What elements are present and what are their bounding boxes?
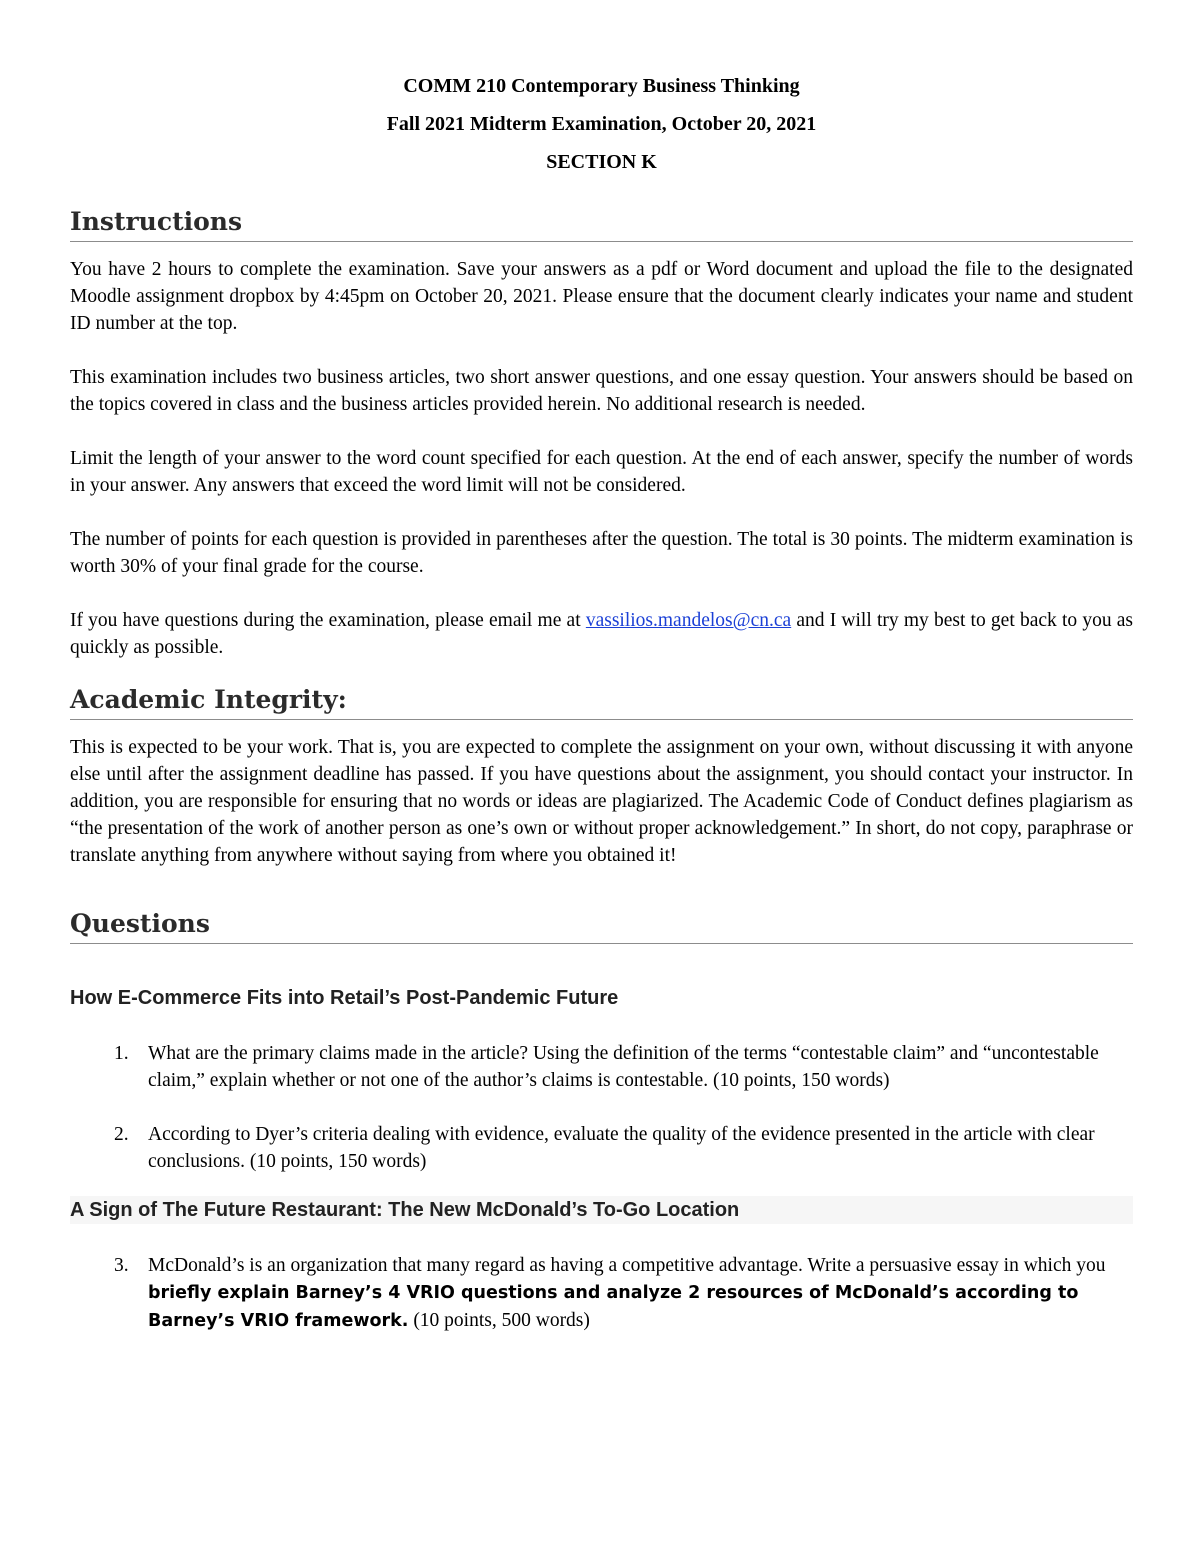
question-3-text: McDonald’s is an organization that many regard as having a competitive advantage. Write a persuasive essay in which you bbox=[148, 1255, 1106, 1276]
question-1 bbox=[70, 1040, 1133, 1094]
instructions-paragraph-1: You have 2 hours to complete the examination. Save your answers as a pdf or Word document and upload the file to the designated Moodle assignment dropbox by 4:45pm on October 20, 2021. Please ensure that the document clearly indicates your name and student ID number at the top. bbox=[70, 259, 1133, 334]
instructions-paragraph-5 bbox=[70, 607, 1133, 661]
article-2-title: A Sign of The Future Restaurant: The New McDonald’s To-Go Location bbox=[70, 1196, 1133, 1224]
instructions-heading: Instructions bbox=[70, 205, 1133, 242]
question-3-points: (10 points, 500 words) bbox=[408, 1310, 590, 1331]
section-label: SECTION K bbox=[546, 151, 657, 173]
question-3-bold-text: briefly explain Barney’s 4 VRIO questions and analyze 2 resources of McDonald’s according to Barney’s VRIO framework. bbox=[148, 1283, 1079, 1331]
question-2-text: According to Dyer’s criteria dealing with evidence, evaluate the quality of the evidence presented in the article with clear conclusions. (10 points, 150 words) bbox=[148, 1124, 1095, 1172]
academic-integrity-heading: Academic Integrity: bbox=[70, 683, 1133, 720]
course-title: COMM 210 Contemporary Business Thinking bbox=[403, 75, 800, 97]
instructions-paragraph-3: Limit the length of your answer to the word count specified for each question. At the end of each answer, specify the number of words in your answer. Any answers that exceed the word limit will not be considered. bbox=[70, 448, 1133, 496]
question-3-number: 3. bbox=[114, 1255, 129, 1276]
question-2 bbox=[70, 1121, 1133, 1175]
instructions-paragraph-4: The number of points for each question is provided in parentheses after the question. The total is 30 points. The midterm examination is worth 30% of your final grade for the course. bbox=[70, 529, 1133, 577]
title-block bbox=[70, 0, 1133, 187]
questions-heading: Questions bbox=[70, 907, 1133, 944]
question-1-text: What are the primary claims made in the article? Using the definition of the terms “contestable claim” and “uncontestable claim,” explain whether or not one of the author’s claims is contestable. (10 points, 150 words) bbox=[148, 1043, 1099, 1091]
contact-text-before: If you have questions during the examination, please email me at bbox=[70, 610, 586, 631]
question-1-number: 1. bbox=[114, 1043, 129, 1064]
question-2-number: 2. bbox=[114, 1124, 129, 1145]
instructions-paragraph-2: This examination includes two business articles, two short answer questions, and one essay question. Your answers should be based on the topics covered in class and the business articles provided herein. No additional research is needed. bbox=[70, 367, 1133, 415]
integrity-paragraph: This is expected to be your work. That is, you are expected to complete the assignment on your own, without discussing it with anyone else until after the assignment deadline has passed. If you have questions about the assignment, you should contact your instructor. In addition, you are responsible for ensuring that no words or ideas are plagiarized. The Academic Code of Conduct defines plagiarism as “the presentation of the work of another person as one’s own or without proper acknowledgement.” In short, do not copy, paraphrase or translate anything from anywhere without saying from where you obtained it! bbox=[70, 737, 1133, 866]
exam-title: Fall 2021 Midterm Examination, October 20, 2021 bbox=[386, 113, 817, 135]
instructor-email-link[interactable]: vassilios.mandelos@cn.ca bbox=[585, 610, 792, 631]
exam-document bbox=[70, 0, 1133, 1335]
contact-text-after: and I will try my best to get back to you as quickly as possible. bbox=[70, 610, 1134, 658]
question-3 bbox=[70, 1252, 1133, 1335]
article-1-title: How E-Commerce Fits into Retail’s Post-Pandemic Future bbox=[70, 987, 619, 1009]
